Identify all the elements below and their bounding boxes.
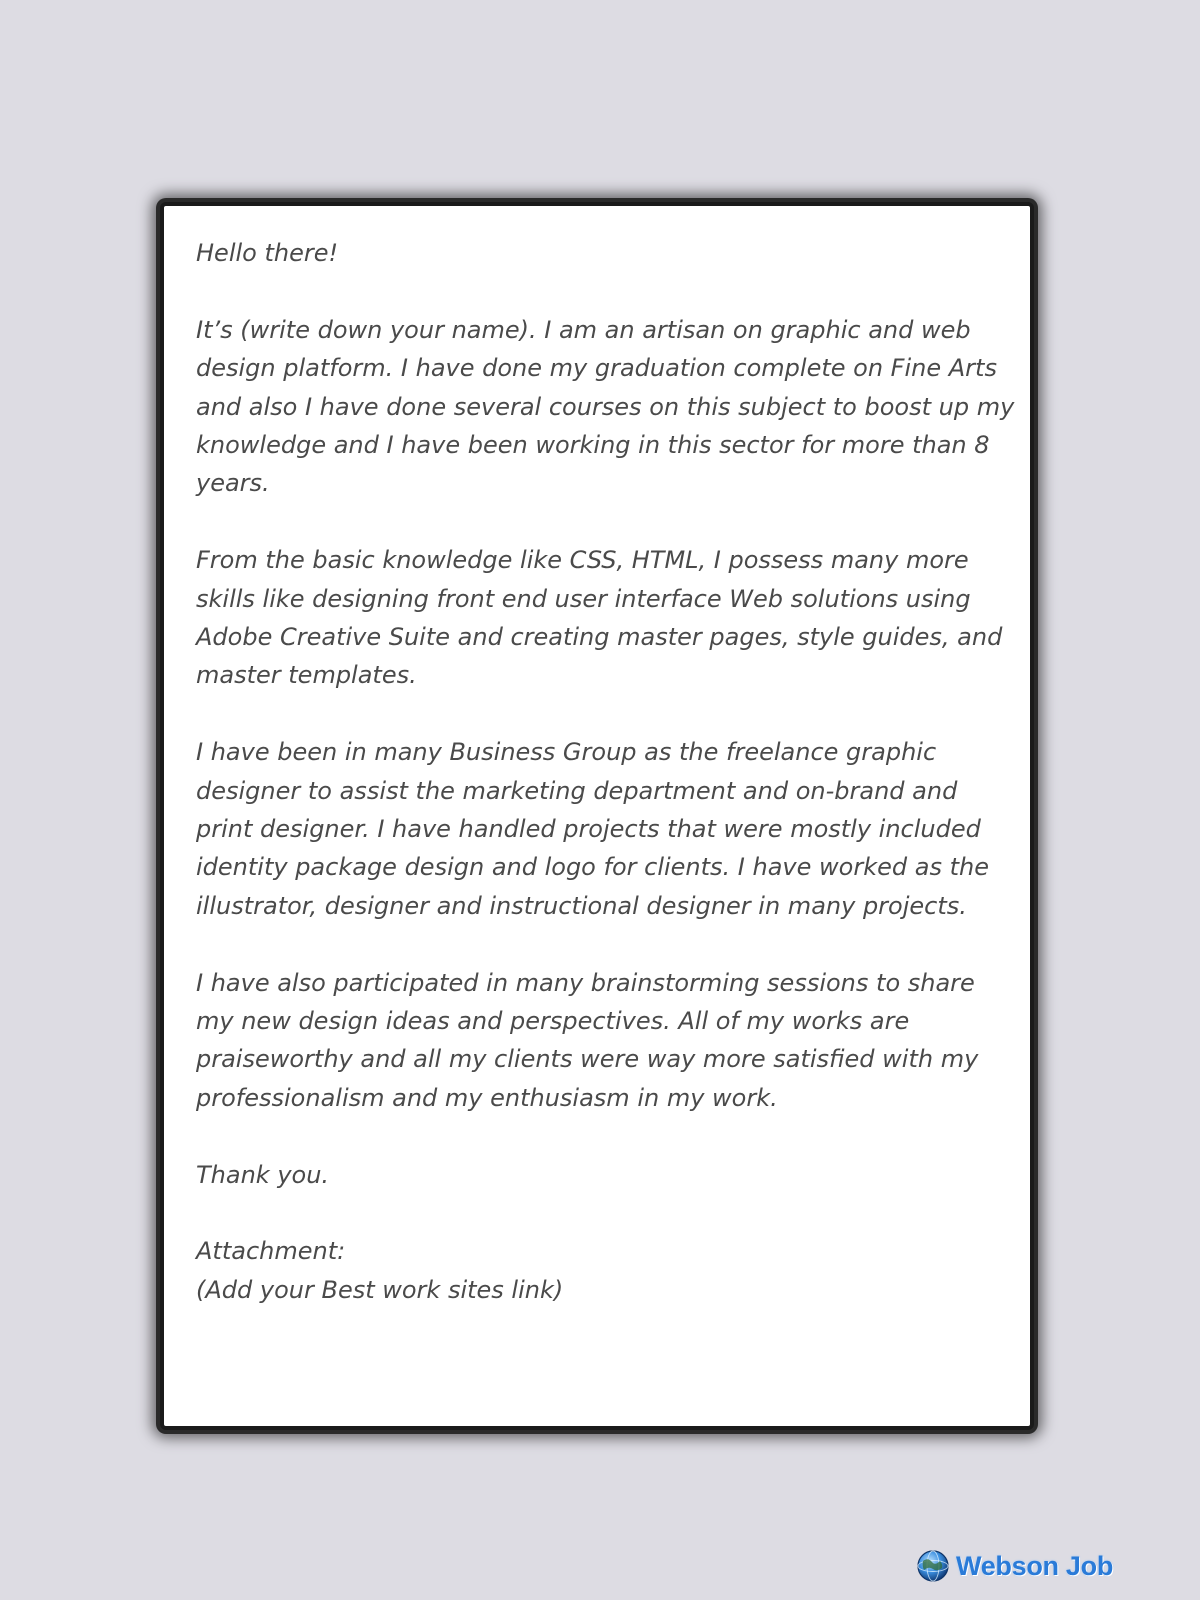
letter-paragraph-intro: It’s (write down your name). I am an artisan on graphic and web design platform. I have done my graduation complete on Fine Arts and also I have done several courses on this subject to boost up my knowledge and I have been working in this sector for more than 8 years. bbox=[196, 315, 1015, 498]
letter-closing: Thank you. bbox=[196, 1160, 330, 1189]
attachment-value: (Add your Best work sites link) bbox=[196, 1275, 564, 1304]
letter-paragraph-skills: From the basic knowledge like CSS, HTML, I possess many more skills like designing front end user interface Web solutions using Adobe Creative Suite and creating master pages, style guides, and master templates. bbox=[196, 546, 1003, 690]
attachment-label: Attachment: bbox=[196, 1237, 346, 1266]
letter-card bbox=[160, 202, 1034, 1430]
globe-icon bbox=[916, 1549, 950, 1583]
letter-paragraph-experience: I have been in many Business Group as the freelance graphic designer to assist the marketing department and on-brand and print designer. I have handled projects that were mostly included identity package design and logo for clients. I have worked as the illustrator, designer and instructional designer in many projects. bbox=[196, 738, 989, 920]
letter-paragraph-brainstorming: I have also participated in many brainstorming sessions to share my new design ideas and perspectives. All of my works are praiseworthy and all my clients were way more satisfied with my professionalism and my enthusiasm in my work. bbox=[196, 968, 979, 1112]
letter-body bbox=[196, 234, 1016, 1309]
brand-watermark bbox=[916, 1546, 1113, 1586]
brand-name: Webson Job bbox=[956, 1550, 1114, 1581]
letter-greeting: Hello there! bbox=[196, 239, 339, 267]
